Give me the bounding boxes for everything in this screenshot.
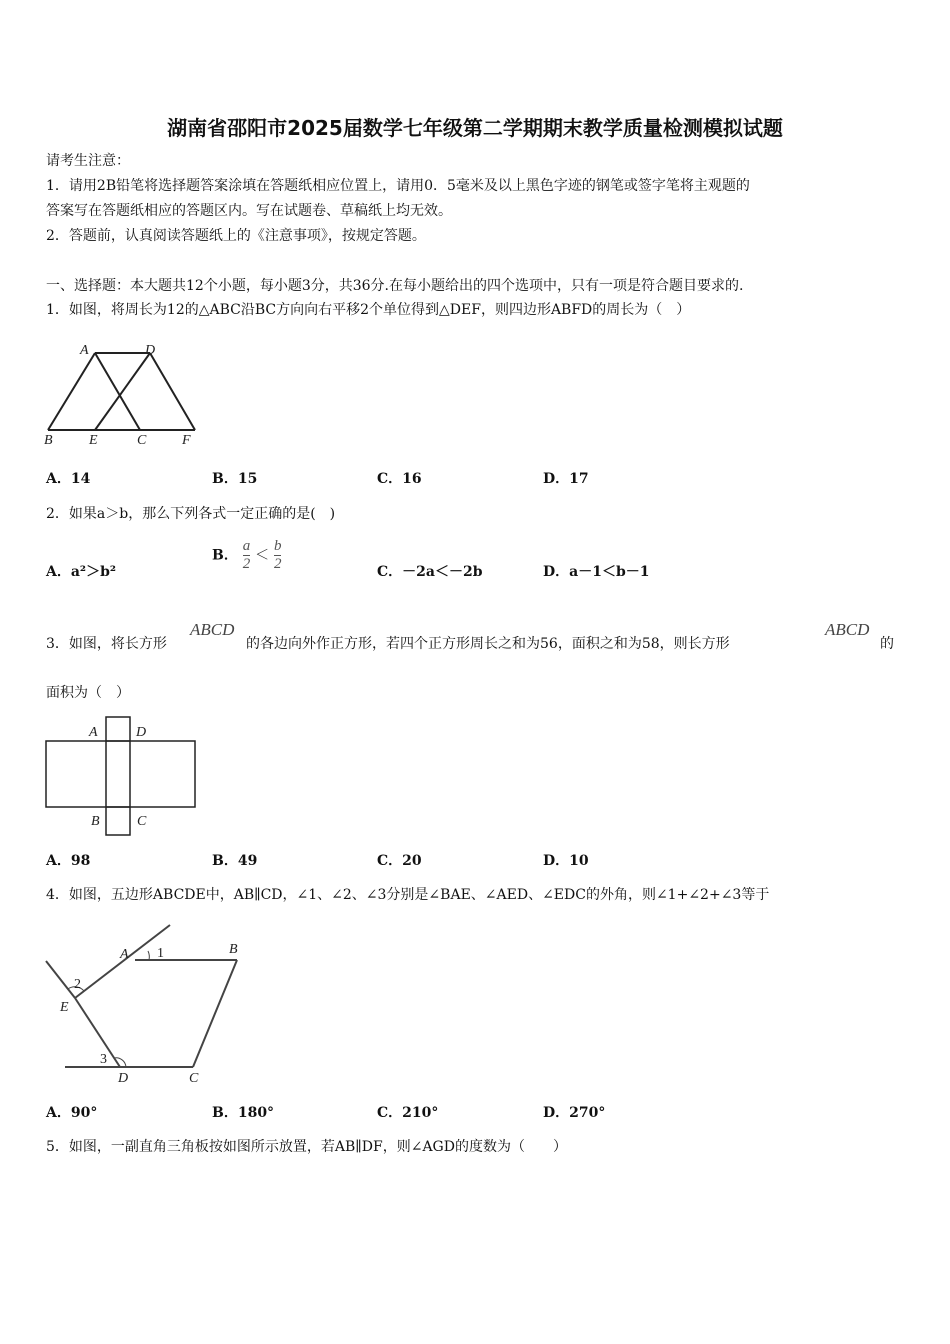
q4-option-b[interactable]: B．180° [212, 1105, 275, 1121]
q4-label-c: C [189, 1071, 199, 1086]
question-3-part-3: 的 [880, 636, 894, 652]
question-3-part-1: 3．如图，将长方形 [46, 636, 167, 652]
q4-option-d[interactable]: D．270° [543, 1105, 606, 1121]
q1-translation-figure [40, 340, 210, 450]
q4-option-a[interactable]: A．90° [46, 1105, 98, 1121]
question-2-text: 2．如果a＞b，那么下列各式一定正确的是( ) [46, 506, 336, 522]
section-heading: 一、选择题：本大题共12个小题，每小题3分，共36分.在每小题给出的四个选项中，只有一项是符合题目要求的. [46, 278, 744, 294]
q4-label-d: D [118, 1071, 129, 1086]
q4-label-a: A [120, 947, 129, 962]
q1-option-a[interactable]: A．14 [46, 471, 91, 487]
page-title: 湖南省邵阳市2025届数学七年级第二学期期末教学质量检测模拟试题 [167, 116, 783, 140]
q4-label-e: E [60, 1000, 69, 1015]
q3-label-d: D [136, 725, 147, 740]
q3-rectangle-figure [40, 712, 205, 842]
q1-label-d: D [145, 343, 156, 358]
question-3-line-2: 面积为（ ） [46, 685, 130, 701]
q4-angle-1: 1 [157, 946, 164, 961]
q4-angle-2: 2 [74, 977, 81, 992]
q1-option-b[interactable]: B．15 [212, 471, 258, 487]
question-1-text: 1．如图，将周长为12的△ABC沿BC方向向右平移2个单位得到△DEF，则四边形ABFD的周长为（ ） [46, 302, 691, 318]
q1-label-b: B [44, 433, 53, 448]
question-4-text: 4．如图，五边形ABCDE中，AB∥CD，∠1、∠2、∠3分别是∠BAE、∠AED、∠EDC的外角，则∠1+∠2+∠3等于 [46, 887, 770, 903]
q4-label-b: B [229, 942, 238, 957]
q3-option-b[interactable]: B．49 [212, 853, 258, 869]
q4-angle-3: 3 [100, 1052, 107, 1067]
q2-option-c[interactable]: C．－2a＜－2b [377, 564, 483, 580]
notice-item-1-line-1: 1．请用2B铅笔将选择题答案涂填在答题纸相应位置上，请用0．5毫米及以上黑色字迹的钢笔或签字笔将主观题的 [46, 178, 750, 194]
q3-option-c[interactable]: C．20 [377, 853, 422, 869]
q1-option-c[interactable]: C．16 [377, 471, 422, 487]
q2-option-d[interactable]: D．a－1＜b－1 [543, 564, 650, 580]
notice-heading: 请考生注意： [46, 153, 130, 169]
less-than-sign: ＜ [255, 547, 270, 564]
q3-rect-abcd-2: ABCD [825, 620, 870, 639]
q4-pentagon-figure [40, 915, 250, 1090]
q3-option-d[interactable]: D．10 [543, 853, 589, 869]
fraction-b-over-2: $\frac{b}{2}$ [273, 538, 282, 572]
question-5-text: 5．如图，一副直角三角板按如图所示放置，若AB∥DF，则∠AGD的度数为（ ） [46, 1139, 567, 1155]
q1-option-d[interactable]: D．17 [543, 471, 589, 487]
q3-label-a: A [89, 725, 98, 740]
fraction-a-over-2: $\frac{a}{2}$ [242, 538, 251, 572]
q3-rect-abcd-1: ABCD [190, 620, 235, 639]
q3-label-b: B [91, 814, 100, 829]
q4-option-c[interactable]: C．210° [377, 1105, 439, 1121]
q1-label-e: E [89, 433, 98, 448]
q1-label-f: F [182, 433, 191, 448]
q1-label-c: C [137, 433, 147, 448]
q1-label-a: A [80, 343, 89, 358]
q3-option-a[interactable]: A．98 [46, 853, 91, 869]
q3-label-c: C [137, 814, 147, 829]
notice-item-2: 2．答题前，认真阅读答题纸上的《注意事项》，按规定答题。 [46, 228, 426, 244]
q2-option-b-prefix: B． [212, 547, 238, 564]
question-3-part-2: 的各边向外作正方形，若四个正方形周长之和为56，面积之和为58，则长方形 [246, 636, 730, 652]
q2-option-a[interactable]: A．a²＞b² [46, 564, 116, 580]
notice-item-1-line-2: 答案写在答题纸相应的答题区内。写在试题卷、草稿纸上均无效。 [46, 203, 452, 219]
q2-option-b[interactable] [212, 538, 281, 573]
